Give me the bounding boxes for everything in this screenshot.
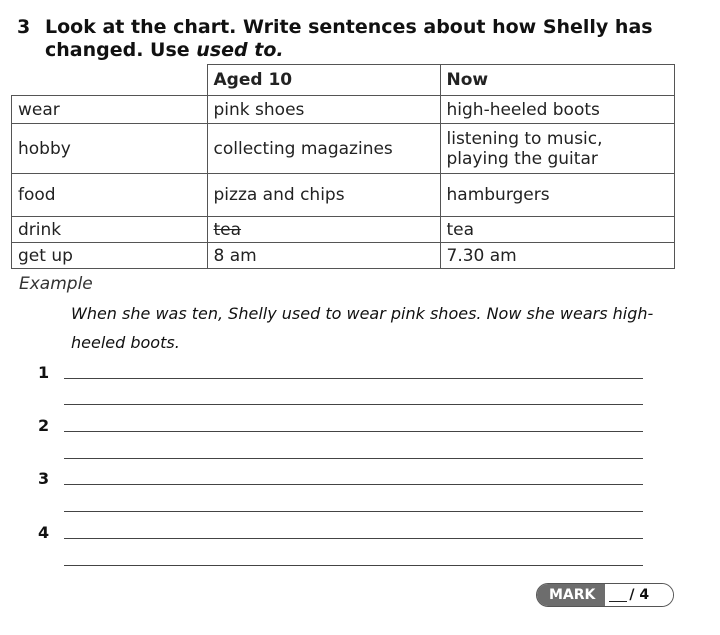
- row-label: drink: [12, 217, 208, 243]
- mark-box: [536, 583, 674, 607]
- answer-line[interactable]: [64, 431, 643, 432]
- example-sentence: [71, 299, 671, 357]
- table-row: [12, 96, 675, 124]
- mark-label: MARK: [537, 584, 605, 606]
- struck-out-text: tea: [213, 219, 242, 240]
- example-label: Example: [19, 274, 93, 294]
- answer-line[interactable]: [64, 458, 643, 459]
- cell-now: [440, 124, 674, 174]
- cell-now: 7.30 am: [440, 243, 674, 269]
- header-empty: [12, 65, 208, 96]
- instruction-line-1: Look at the chart. Write sentences about how Shelly has: [45, 16, 653, 38]
- header-aged-10: Aged 10: [207, 65, 440, 96]
- instruction-line-2: [17, 39, 697, 62]
- instruction-used-to: used to.: [196, 39, 284, 61]
- answer-line[interactable]: [64, 538, 643, 539]
- answer-number-2: 2: [38, 416, 50, 435]
- table-row: [12, 243, 675, 269]
- mark-score: [605, 584, 673, 606]
- cell-now-line2: playing the guitar: [446, 148, 598, 169]
- row-label: get up: [12, 243, 208, 269]
- instruction-prefix: changed. Use: [45, 39, 197, 61]
- example-line-2: heeled boots.: [71, 333, 180, 352]
- exercise-number: 3: [17, 16, 31, 38]
- cell-aged10: [207, 217, 440, 243]
- table-row: [12, 217, 675, 243]
- table-row: [12, 124, 675, 174]
- answer-line[interactable]: [64, 378, 643, 379]
- answer-number-1: 1: [38, 363, 50, 382]
- cell-now: hamburgers: [440, 174, 674, 217]
- row-label: food: [12, 174, 208, 217]
- example-line-1: When she was ten, Shelly used to wear pink shoes. Now she wears high-: [71, 304, 654, 323]
- cell-aged10: pizza and chips: [207, 174, 440, 217]
- cell-now-line1: listening to music,: [446, 128, 603, 149]
- answer-line[interactable]: [64, 484, 643, 485]
- answer-number-4: 4: [38, 523, 50, 542]
- score-blank[interactable]: [609, 589, 627, 602]
- table-row: [12, 174, 675, 217]
- cell-now: tea: [440, 217, 674, 243]
- answer-line[interactable]: [64, 565, 643, 566]
- cell-aged10: collecting magazines: [207, 124, 440, 174]
- answer-line[interactable]: [64, 404, 643, 405]
- row-label: hobby: [12, 124, 208, 174]
- cell-aged10: pink shoes: [207, 96, 440, 124]
- answer-number-3: 3: [38, 469, 50, 488]
- answer-line[interactable]: [64, 511, 643, 512]
- table-header-row: [12, 65, 675, 96]
- mark-total: / 4: [629, 587, 650, 603]
- cell-aged10: 8 am: [207, 243, 440, 269]
- cell-now: high-heeled boots: [440, 96, 674, 124]
- exercise-heading: [17, 16, 697, 62]
- row-label: wear: [12, 96, 208, 124]
- comparison-chart: [11, 64, 675, 269]
- header-now: Now: [440, 65, 674, 96]
